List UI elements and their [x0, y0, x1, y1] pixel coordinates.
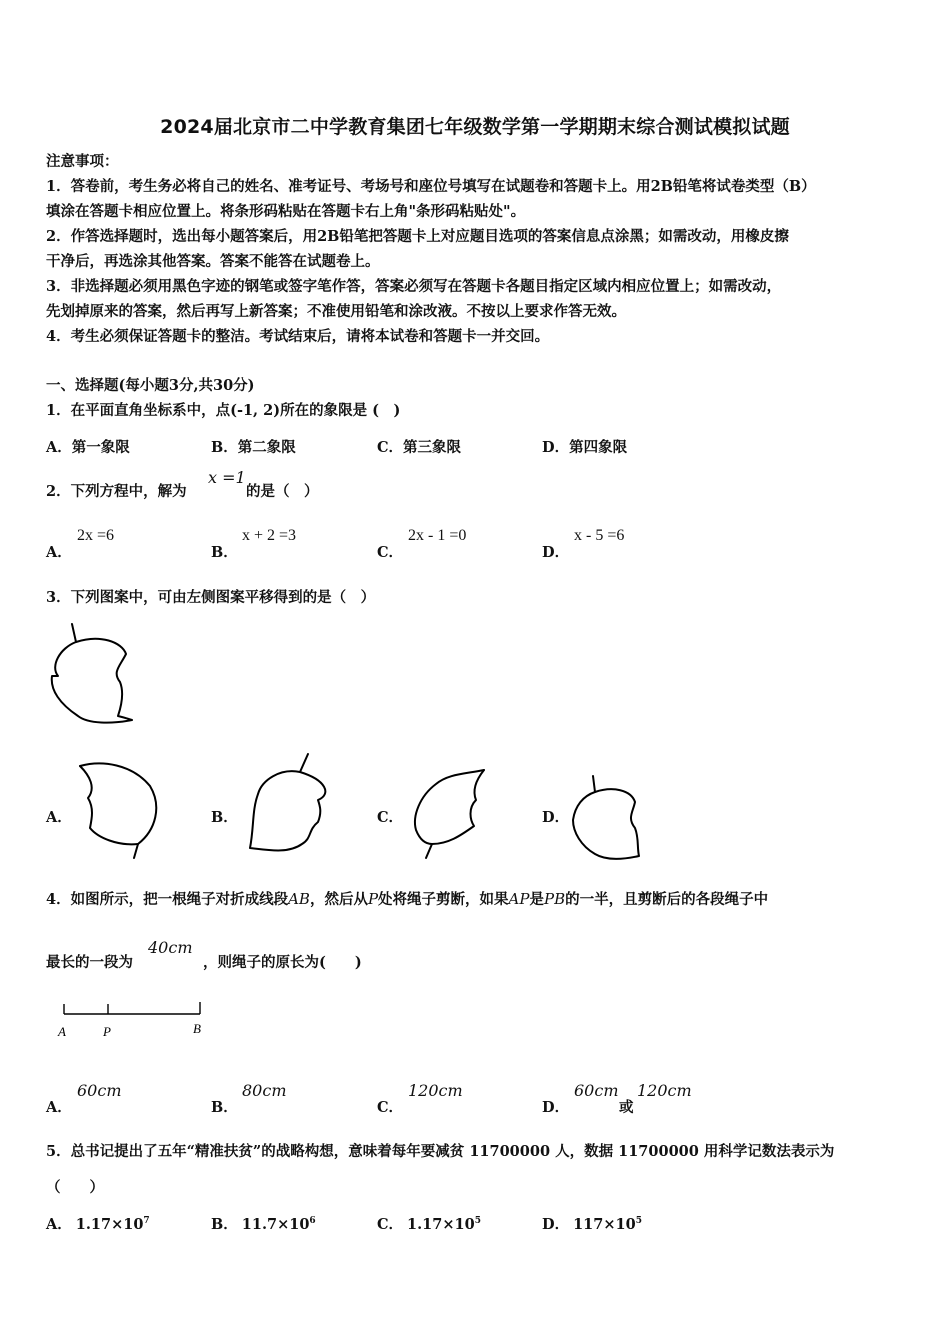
q2-option-c-label: C． [377, 544, 404, 561]
question-2-stem-post: 的是（ ） [246, 483, 319, 500]
q3-option-d-label: D． [542, 809, 570, 826]
q4-option-c-label: C． [377, 1099, 404, 1116]
option-text: 第四象限 [569, 439, 628, 456]
q4-option-d-math: 60cm [574, 1081, 619, 1100]
q4-option-d-math2: 120cm [637, 1081, 692, 1100]
leaf-option-b-figure [238, 750, 338, 860]
leaf-option-a-figure [72, 758, 167, 863]
q4-text: 4．如图所示，把一根绳子对折成线段 [46, 891, 289, 908]
q4-text: 是 [529, 891, 544, 908]
notice-line: 填涂在答题卡相应位置上。将条形码粘贴在答题卡右上角"条形码粘贴处"。 [46, 203, 526, 220]
leaf-option-c-figure [404, 764, 499, 864]
notice-line: 3．非选择题必须用黑色字迹的钢笔或签字笔作答，答案必须写在答题卡各题目指定区域内相应位置上；如需改动， [46, 278, 782, 295]
q4-option-c-math: 120cm [408, 1081, 463, 1100]
section-heading: 一、选择题(每小题3分,共30分) [46, 377, 255, 394]
q1-option-d [542, 436, 627, 457]
q2-option-c-math: 2x - 1 =0 [408, 527, 467, 544]
question-2-stem-pre: 2．下列方程中，解为 [46, 483, 187, 500]
notice-block [46, 149, 908, 349]
q4-text: 的一半，且剪断后的各段绳子中 [565, 891, 769, 908]
q2-option-d-math: x - 5 =6 [574, 527, 625, 544]
question-5-stem2: （ ） [46, 1179, 104, 1196]
question-4-stem [46, 887, 768, 912]
q4-text: ，然后从 [309, 891, 368, 908]
q4-option-d-or: 或 [619, 1099, 634, 1116]
q4-math-ap: AP [508, 890, 530, 908]
option-label: A． [46, 439, 72, 456]
notice-heading: 注意事项： [46, 153, 119, 170]
q5-option-a [46, 1213, 150, 1234]
q5-option-c [377, 1213, 481, 1234]
q1-option-b [211, 436, 296, 457]
option-label: C． [377, 1216, 404, 1233]
q4-line2-pre: 最长的一段为 [46, 954, 133, 971]
q4-option-d-label: D． [542, 1099, 570, 1116]
option-base: 117×10 [573, 1216, 636, 1233]
q4-line2-post: ，则绳子的原长为( ) [203, 954, 362, 971]
option-exp: 6 [309, 1216, 316, 1226]
option-exp: 7 [143, 1216, 150, 1226]
option-label: B． [211, 1216, 238, 1233]
point-p-label: P [103, 1024, 111, 1039]
leaf-option-d-figure [565, 770, 655, 865]
option-label: B． [211, 439, 238, 456]
point-b-label: B [193, 1021, 201, 1036]
option-label: A． [46, 1216, 72, 1233]
q4-line2-math: 40cm [148, 938, 193, 957]
page-title: 2024届北京市二中学教育集团七年级数学第一学期期末综合测试模拟试题 [160, 116, 790, 138]
question-5-stem: 5．总书记提出了五年“精准扶贫”的战略构想，意味着每年要减贫 11700000 人，数据 11700000 用科学记数法表示为 [46, 1143, 835, 1160]
question-3-stem: 3．下列图案中，可由左侧图案平移得到的是（ ） [46, 589, 376, 606]
option-text: 第一象限 [71, 439, 130, 456]
option-base: 1.17×10 [407, 1216, 475, 1233]
point-a-label: A [58, 1024, 66, 1039]
q3-option-c-label: C． [377, 809, 404, 826]
q2-option-a-label: A． [46, 544, 72, 561]
notice-line: 1．答卷前，考生务必将自己的姓名、准考证号、考场号和座位号填写在试题卷和答题卡上。用2B铅笔将试卷类型（B） [46, 178, 816, 195]
q1-option-c [377, 436, 461, 457]
option-exp: 5 [474, 1216, 481, 1226]
q4-option-a-math: 60cm [77, 1081, 122, 1100]
q2-option-a-math: 2x =6 [77, 527, 115, 544]
q5-option-b [211, 1213, 316, 1234]
option-text: 第三象限 [403, 439, 462, 456]
q2-option-b-math: x + 2 =3 [242, 527, 297, 544]
option-label: D． [542, 1216, 570, 1233]
q2-stem-math: x =1 [208, 468, 246, 487]
option-base: 11.7×10 [241, 1216, 310, 1233]
q4-option-b-label: B． [211, 1099, 238, 1116]
q5-option-d [542, 1213, 642, 1234]
q4-math-ab: AB [288, 890, 310, 908]
question-1-stem: 1．在平面直角坐标系中，点(-1, 2)所在的象限是 ( ) [46, 402, 401, 419]
notice-line: 干净后，再选涂其他答案。答案不能答在试题卷上。 [46, 253, 380, 270]
notice-line: 2．作答选择题时，选出每小题答案后，用2B铅笔把答题卡上对应题目选项的答案信息点涂黑；如需改动，用橡皮擦 [46, 228, 789, 245]
segment-ab-figure [52, 998, 212, 1042]
q4-math-p: P [367, 890, 379, 908]
leaf-reference-figure [40, 620, 145, 730]
option-base: 1.17×10 [75, 1216, 144, 1233]
q4-math-pb: PB [543, 890, 566, 908]
notice-line: 4．考生必须保证答题卡的整洁。考试结束后，请将本试卷和答题卡一并交回。 [46, 328, 550, 345]
q4-option-a-label: A． [46, 1099, 72, 1116]
q1-option-a [46, 436, 130, 457]
q2-option-d-label: D． [542, 544, 570, 561]
option-label: C． [377, 439, 404, 456]
q2-option-b-label: B． [211, 544, 238, 561]
notice-line: 先划掉原来的答案，然后再写上新答案；不准使用铅笔和涂改液。不按以上要求作答无效。 [46, 303, 626, 320]
option-label: D． [542, 439, 570, 456]
q3-option-b-label: B． [211, 809, 238, 826]
q4-option-b-math: 80cm [242, 1081, 287, 1100]
option-text: 第二象限 [237, 439, 296, 456]
q3-option-a-label: A． [46, 809, 72, 826]
q4-text: 处将绳子剪断，如果 [378, 891, 509, 908]
option-exp: 5 [635, 1216, 642, 1226]
